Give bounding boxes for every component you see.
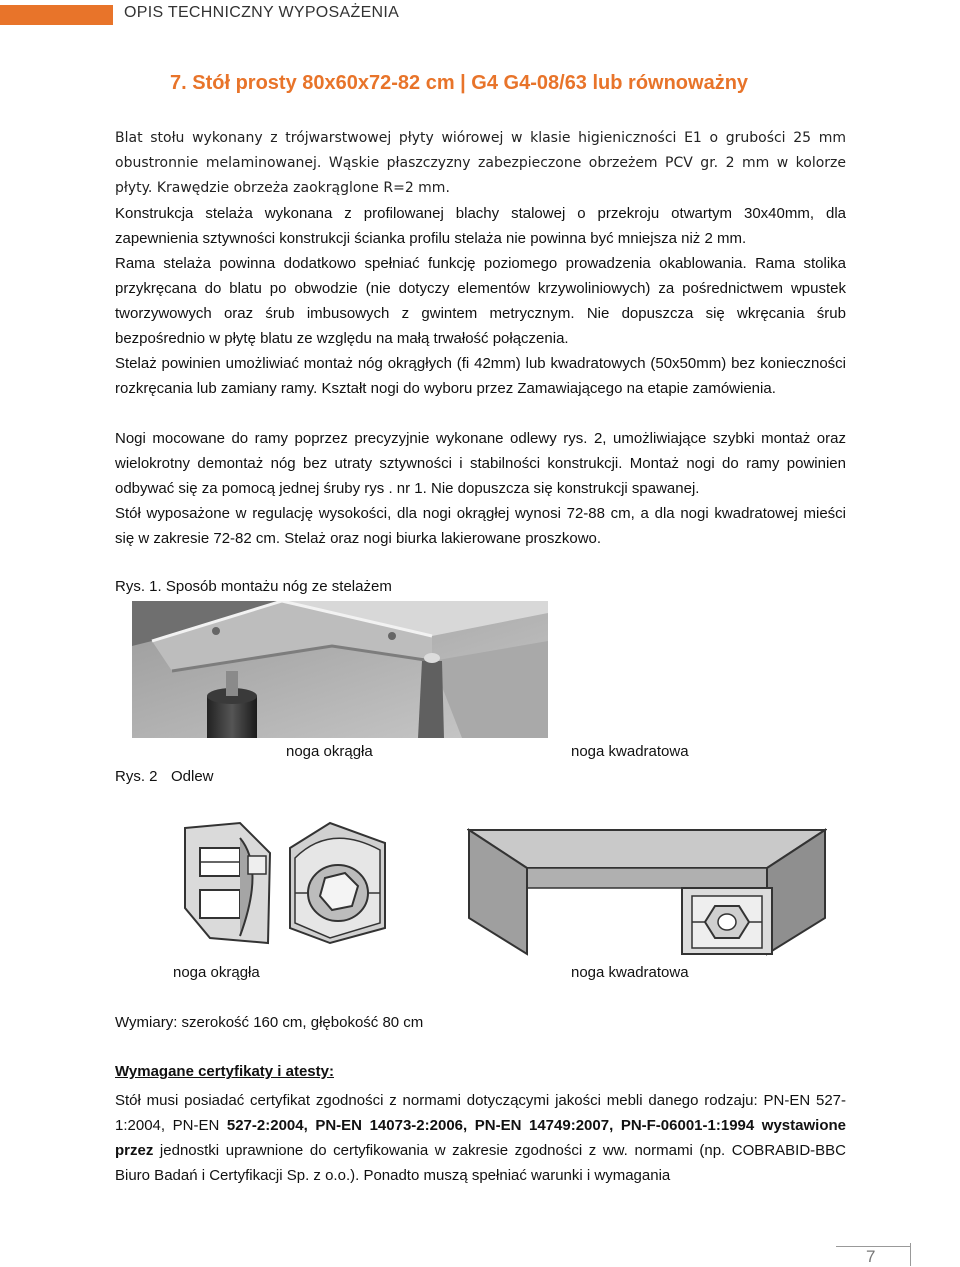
bottom-label-square-leg: noga kwadratowa — [571, 964, 689, 981]
item-title: 7. Stół prosty 80x60x72-82 cm | G4 G4-08/63 lub równoważny — [170, 72, 749, 94]
paragraph-frame-construction: Konstrukcja stelaża wykonana z profilowanej blachy stalowej o przekroju otwartym 30x40mm, dla zapewnienia sztywności konstrukcji ścianka profilu stelaża nie powinna być mniejsza niż 2 mm. — [115, 205, 846, 247]
paragraph-legs: Stelaż powinien umożliwiać montaż nóg okrągłych (fi 42mm) lub kwadratowych (50x50mm) bez konieczności rozkręcania lub zamiany ramy. Kształt nogi do wyboru przez Zamawiającego na etapie zamówienia. — [115, 355, 846, 397]
paragraph-tabletop: Blat stołu wykonany z trójwarstwowej płyty wiórowej w klasie higieniczności E1 o grubości 25 mm obustronnie melaminowanej. Wąskie płaszczyzny zabezpieczone obrzeżem PCV gr. 2 mm w kolorze płyty. Krawędzie obrzeża zaokrąglone R=2 mm. — [115, 130, 846, 196]
certificates-paragraph — [115, 1088, 846, 1188]
paragraph-height-adjust: Stół wyposażone w regulację wysokości, dla nogi okrągłej wynosi 72-88 cm, a dla nogi kwadratowej mieści się w zakresie 72-82 cm. Stelaż oraz nogi biurka lakierowane proszkowo. — [115, 505, 846, 547]
round-leg-casting-image — [180, 818, 390, 948]
square-leg-casting-image — [467, 828, 827, 956]
certificates-heading: Wymagane certyfikaty i atesty: — [115, 1063, 334, 1080]
bottom-label-round-leg: noga okrągła — [173, 964, 260, 981]
top-label-round-leg: noga okrągła — [286, 743, 373, 760]
figure-2-label: Rys. 2 — [115, 768, 158, 785]
certificates-standards-bold: 527-2:2004, PN-EN 14073-2:2006, PN-EN 14749:2007, PN-F-06001-1:1994 wystawione przez — [115, 1117, 846, 1159]
figure-2-odlew-label: Odlew — [171, 768, 214, 785]
certificates-text-1: Stół musi posiadać certyfikat zgodności z normami dotyczącymi jakości mebli danego rodzaju: PN-EN 527-1:2004, PN-EN — [115, 1092, 846, 1134]
footer-rule-vertical — [910, 1243, 911, 1266]
page-number: 7 — [866, 1247, 876, 1266]
paragraph-castings: Nogi mocowane do ramy poprzez precyzyjnie wykonane odlewy rys. 2, umożliwiające szybki montaż oraz wielokrotny demontaż nóg bez utraty sztywności i stabilności konstrukcji. Montaż nogi do ramy powinien odbywać się za pomocą jednej śruby rys . nr 1. Nie dopuszcza się konstrukcji spawanej. — [115, 430, 846, 497]
paragraph-frame-mounting: Rama stelaża powinna dodatkowo spełniać funkcję poziomego prowadzenia okablowania. Rama stolika przykręcana do blatu po obwodzie (nie dotyczy elementów krzywoliniowych) za pośrednictwem wpustek tworzywowych oraz śrub imbusowych z gwintem metrycznym. Nie dopuszcza się wkręcania śrub bezpośrednio w płytę blatu ze względu na małą trwałość połączenia. — [115, 255, 846, 347]
dimensions-text: Wymiary: szerokość 160 cm, głębokość 80 cm — [115, 1014, 424, 1031]
header-section-title: OPIS TECHNICZNY WYPOSAŻENIA — [124, 4, 400, 21]
certificates-text-2: jednostki uprawnione do certyfikowania w zakresie zgodności z ww. normami (np. COBRABID-BBC Biuro Badań i Certyfikacji Sp. z o.o.). Ponadto muszą spełniać warunki i wymagania — [115, 1142, 846, 1184]
figure-1-caption: Rys. 1. Sposób montażu nóg ze stelażem — [115, 578, 392, 595]
top-label-square-leg: noga kwadratowa — [571, 743, 689, 760]
header-accent-bar — [0, 5, 113, 25]
figure-1-leg-mounting-image — [132, 601, 548, 738]
